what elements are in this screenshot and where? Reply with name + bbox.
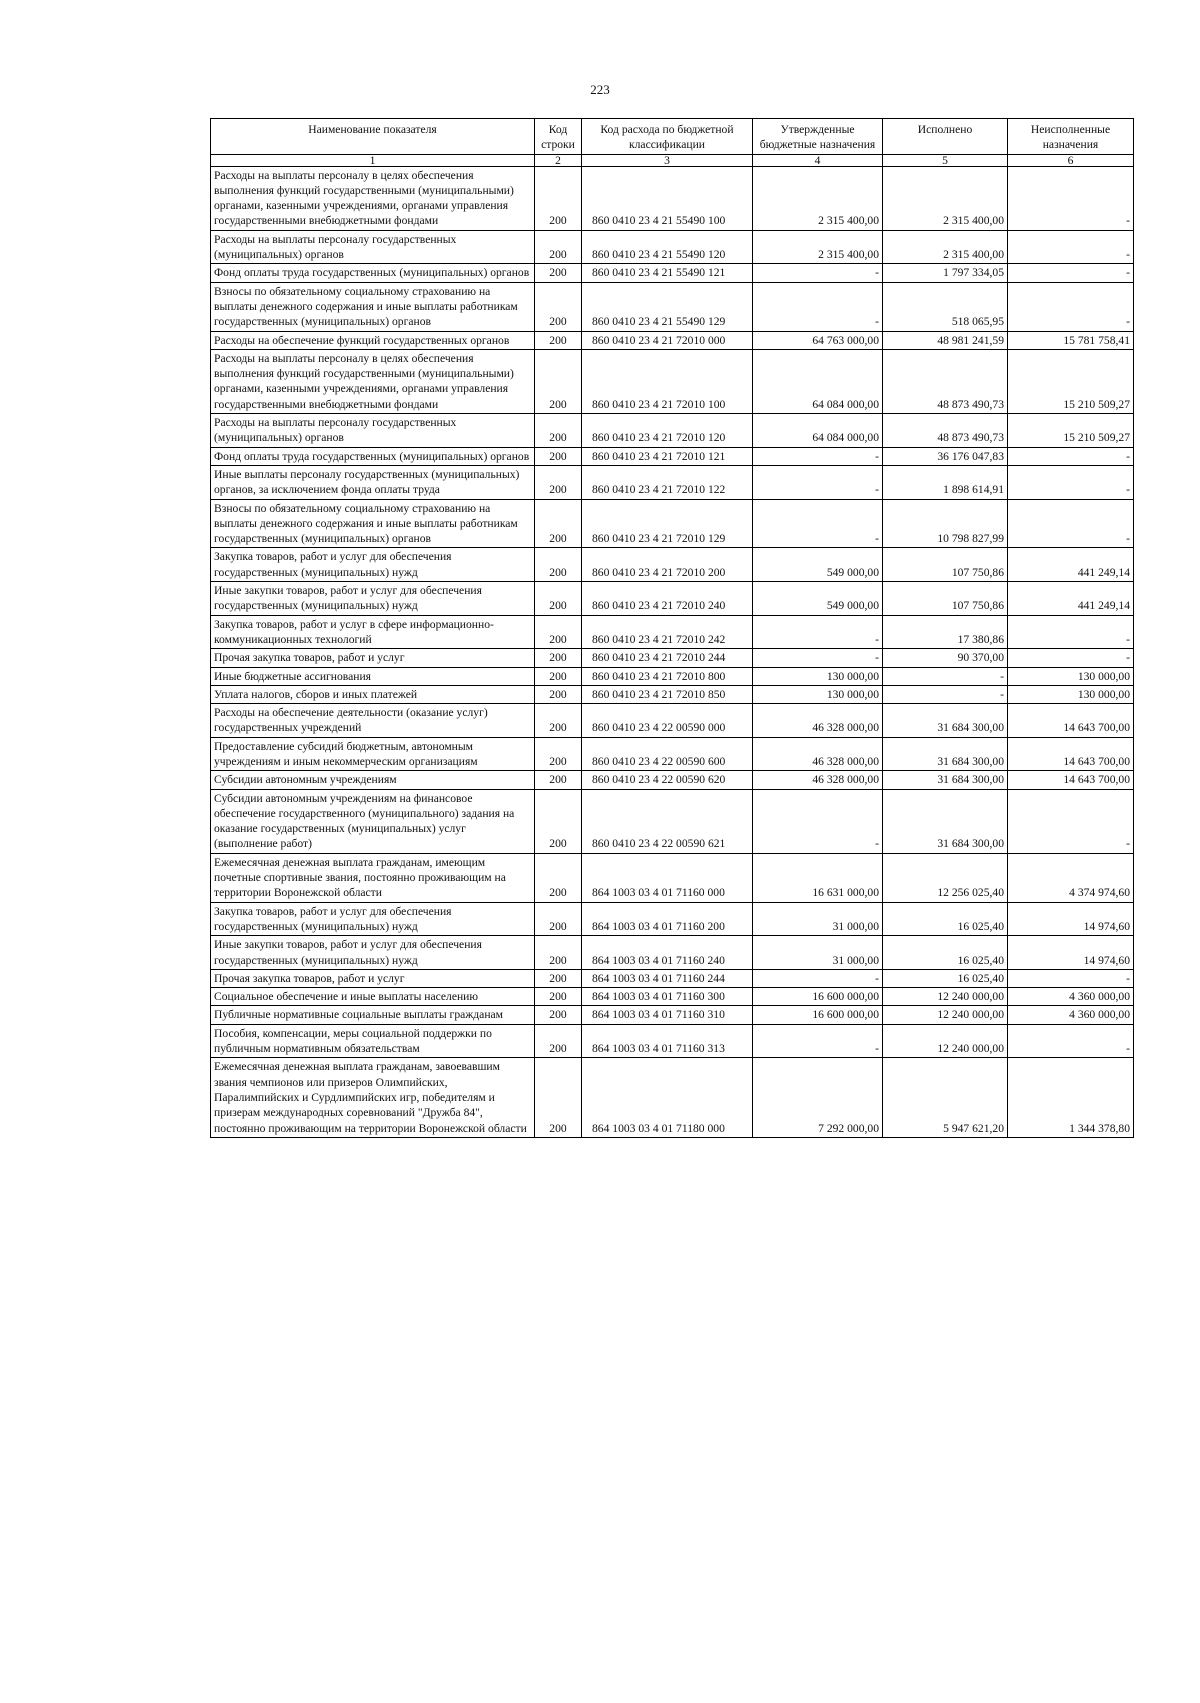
row-code: 200 xyxy=(535,704,582,738)
row-executed: 1 898 614,91 xyxy=(883,465,1008,499)
row-classification-code: 864 1003 03 4 01 71160 310 xyxy=(582,1006,753,1024)
header-classification: Код расхода по бюджетной классификации xyxy=(582,119,753,155)
row-executed: 107 750,86 xyxy=(883,548,1008,582)
row-unexecuted: 14 643 700,00 xyxy=(1008,737,1134,771)
row-unexecuted: 15 210 509,27 xyxy=(1008,349,1134,413)
row-executed: 31 684 300,00 xyxy=(883,771,1008,789)
row-classification-code: 860 0410 23 4 21 72010 000 xyxy=(582,331,753,349)
table-row xyxy=(211,988,1134,1006)
row-approved: 46 328 000,00 xyxy=(753,771,883,789)
row-code: 200 xyxy=(535,548,582,582)
row-code: 200 xyxy=(535,414,582,448)
row-name: Взносы по обязательному социальному страхованию на выплаты денежного содержания и иные выплаты работникам государственных (муниципальных) органов xyxy=(211,282,535,331)
table-row xyxy=(211,667,1134,685)
row-unexecuted: - xyxy=(1008,789,1134,853)
row-code: 200 xyxy=(535,331,582,349)
row-classification-code: 860 0410 23 4 22 00590 000 xyxy=(582,704,753,738)
table-row xyxy=(211,447,1134,465)
row-approved: - xyxy=(753,789,883,853)
row-unexecuted: 4 360 000,00 xyxy=(1008,988,1134,1006)
row-classification-code: 860 0410 23 4 21 72010 120 xyxy=(582,414,753,448)
row-code: 200 xyxy=(535,615,582,649)
column-number: 2 xyxy=(535,154,582,166)
row-code: 200 xyxy=(535,988,582,1006)
row-executed: 12 240 000,00 xyxy=(883,1024,1008,1058)
row-unexecuted: 1 344 378,80 xyxy=(1008,1058,1134,1137)
row-code: 200 xyxy=(535,1024,582,1058)
row-approved: - xyxy=(753,264,883,282)
row-executed: 36 176 047,83 xyxy=(883,447,1008,465)
row-name: Фонд оплаты труда государственных (муниципальных) органов xyxy=(211,447,535,465)
row-classification-code: 860 0410 23 4 22 00590 620 xyxy=(582,771,753,789)
row-name: Расходы на выплаты персоналу государственных (муниципальных) органов xyxy=(211,230,535,264)
row-executed: 107 750,86 xyxy=(883,582,1008,616)
row-approved: 7 292 000,00 xyxy=(753,1058,883,1137)
table-row xyxy=(211,771,1134,789)
row-classification-code: 860 0410 23 4 21 72010 100 xyxy=(582,349,753,413)
column-number: 1 xyxy=(211,154,535,166)
table-row xyxy=(211,166,1134,230)
row-unexecuted: - xyxy=(1008,615,1134,649)
row-code: 200 xyxy=(535,1006,582,1024)
row-name: Иные закупки товаров, работ и услуг для обеспечения государственных (муниципальных) нужд xyxy=(211,936,535,970)
row-approved: - xyxy=(753,282,883,331)
row-executed: 48 981 241,59 xyxy=(883,331,1008,349)
row-code: 200 xyxy=(535,771,582,789)
row-approved: 130 000,00 xyxy=(753,685,883,703)
row-executed: 5 947 621,20 xyxy=(883,1058,1008,1137)
row-unexecuted: - xyxy=(1008,465,1134,499)
row-name: Расходы на выплаты персоналу в целях обеспечения выполнения функций государственными (муниципальными) органами, казенными учреждениями, органами управления государственными внебюджетными фондами xyxy=(211,349,535,413)
row-executed: 12 240 000,00 xyxy=(883,1006,1008,1024)
row-executed: 1 797 334,05 xyxy=(883,264,1008,282)
row-classification-code: 860 0410 23 4 21 72010 122 xyxy=(582,465,753,499)
row-executed: 17 380,86 xyxy=(883,615,1008,649)
row-code: 200 xyxy=(535,465,582,499)
row-unexecuted: - xyxy=(1008,264,1134,282)
table-row xyxy=(211,789,1134,853)
row-name: Социальное обеспечение и иные выплаты населению xyxy=(211,988,535,1006)
table-row xyxy=(211,282,1134,331)
row-code: 200 xyxy=(535,230,582,264)
table-row xyxy=(211,936,1134,970)
row-unexecuted: 441 249,14 xyxy=(1008,548,1134,582)
row-code: 200 xyxy=(535,853,582,902)
row-unexecuted: 130 000,00 xyxy=(1008,667,1134,685)
header-executed: Исполнено xyxy=(883,119,1008,155)
row-name: Уплата налогов, сборов и иных платежей xyxy=(211,685,535,703)
row-unexecuted: - xyxy=(1008,230,1134,264)
row-executed: 2 315 400,00 xyxy=(883,166,1008,230)
column-number-row xyxy=(211,154,1134,166)
table-row xyxy=(211,1006,1134,1024)
row-executed: 90 370,00 xyxy=(883,649,1008,667)
row-approved: 31 000,00 xyxy=(753,902,883,936)
row-unexecuted: 15 210 509,27 xyxy=(1008,414,1134,448)
row-name: Пособия, компенсации, меры социальной поддержки по публичным нормативным обязательствам xyxy=(211,1024,535,1058)
row-executed: 12 256 025,40 xyxy=(883,853,1008,902)
row-classification-code: 864 1003 03 4 01 71160 200 xyxy=(582,902,753,936)
row-unexecuted: - xyxy=(1008,649,1134,667)
row-classification-code: 860 0410 23 4 21 55490 129 xyxy=(582,282,753,331)
row-code: 200 xyxy=(535,582,582,616)
row-name: Расходы на обеспечение деятельности (оказание услуг) государственных учреждений xyxy=(211,704,535,738)
row-name: Прочая закупка товаров, работ и услуг xyxy=(211,649,535,667)
row-approved: 16 600 000,00 xyxy=(753,1006,883,1024)
row-name: Субсидии автономным учреждениям на финансовое обеспечение государственного (муниципального) задания на оказание государственных (муниципальных) услуг (выполнение работ) xyxy=(211,789,535,853)
row-code: 200 xyxy=(535,1058,582,1137)
header-name: Наименование показателя xyxy=(211,119,535,155)
row-approved: 549 000,00 xyxy=(753,582,883,616)
row-classification-code: 864 1003 03 4 01 71160 240 xyxy=(582,936,753,970)
row-executed: 31 684 300,00 xyxy=(883,737,1008,771)
row-unexecuted: 4 360 000,00 xyxy=(1008,1006,1134,1024)
row-name: Расходы на выплаты персоналу в целях обеспечения выполнения функций государственными (муниципальными) органами, казенными учреждениями, органами управления государственными внебюджетными фондами xyxy=(211,166,535,230)
row-name: Расходы на выплаты персоналу государственных (муниципальных) органов xyxy=(211,414,535,448)
row-unexecuted: 14 974,60 xyxy=(1008,936,1134,970)
row-unexecuted: 130 000,00 xyxy=(1008,685,1134,703)
row-name: Публичные нормативные социальные выплаты гражданам xyxy=(211,1006,535,1024)
row-executed: 48 873 490,73 xyxy=(883,414,1008,448)
row-unexecuted: - xyxy=(1008,499,1134,548)
row-code: 200 xyxy=(535,649,582,667)
row-code: 200 xyxy=(535,685,582,703)
table-row xyxy=(211,969,1134,987)
row-classification-code: 860 0410 23 4 21 55490 100 xyxy=(582,166,753,230)
row-name: Ежемесячная денежная выплата гражданам, завоевавшим звания чемпионов или призеров Олимпийских, Паралимпийских и Сурдлимпийских игр, победителям и призерам международных соревнований "Дружба 84", постоянно проживающим на территории Воронежской области xyxy=(211,1058,535,1137)
header-unexecuted: Неисполненные назначения xyxy=(1008,119,1134,155)
row-classification-code: 860 0410 23 4 21 72010 242 xyxy=(582,615,753,649)
row-classification-code: 860 0410 23 4 21 72010 129 xyxy=(582,499,753,548)
column-number: 5 xyxy=(883,154,1008,166)
row-classification-code: 864 1003 03 4 01 71160 300 xyxy=(582,988,753,1006)
row-name: Расходы на обеспечение функций государственных органов xyxy=(211,331,535,349)
row-code: 200 xyxy=(535,969,582,987)
row-name: Прочая закупка товаров, работ и услуг xyxy=(211,969,535,987)
row-executed: 2 315 400,00 xyxy=(883,230,1008,264)
table-row xyxy=(211,230,1134,264)
row-classification-code: 864 1003 03 4 01 71180 000 xyxy=(582,1058,753,1137)
column-number: 4 xyxy=(753,154,883,166)
table-row xyxy=(211,548,1134,582)
row-classification-code: 860 0410 23 4 21 72010 800 xyxy=(582,667,753,685)
row-classification-code: 860 0410 23 4 22 00590 600 xyxy=(582,737,753,771)
budget-expenses-table xyxy=(210,118,1134,1138)
row-name: Предоставление субсидий бюджетным, автономным учреждениям и иным некоммерческим организациям xyxy=(211,737,535,771)
row-unexecuted: - xyxy=(1008,969,1134,987)
table-row xyxy=(211,465,1134,499)
table-row xyxy=(211,414,1134,448)
row-approved: - xyxy=(753,1024,883,1058)
table-row xyxy=(211,264,1134,282)
row-classification-code: 860 0410 23 4 22 00590 621 xyxy=(582,789,753,853)
row-unexecuted: 4 374 974,60 xyxy=(1008,853,1134,902)
row-code: 200 xyxy=(535,789,582,853)
row-unexecuted: 15 781 758,41 xyxy=(1008,331,1134,349)
row-code: 200 xyxy=(535,264,582,282)
row-name: Фонд оплаты труда государственных (муниципальных) органов xyxy=(211,264,535,282)
row-classification-code: 860 0410 23 4 21 55490 121 xyxy=(582,264,753,282)
row-executed: 31 684 300,00 xyxy=(883,789,1008,853)
row-executed: 31 684 300,00 xyxy=(883,704,1008,738)
row-name: Закупка товаров, работ и услуг для обеспечения государственных (муниципальных) нужд xyxy=(211,902,535,936)
row-unexecuted: - xyxy=(1008,447,1134,465)
table-header-row xyxy=(211,119,1134,155)
table-row xyxy=(211,649,1134,667)
row-executed: 10 798 827,99 xyxy=(883,499,1008,548)
row-executed: 518 065,95 xyxy=(883,282,1008,331)
row-unexecuted: 14 643 700,00 xyxy=(1008,771,1134,789)
row-classification-code: 860 0410 23 4 21 72010 850 xyxy=(582,685,753,703)
row-name: Ежемесячная денежная выплата гражданам, имеющим почетные спортивные звания, постоянно проживающим на территории Воронежской области xyxy=(211,853,535,902)
row-approved: - xyxy=(753,649,883,667)
row-name: Закупка товаров, работ и услуг в сфере информационно-коммуникационных технологий xyxy=(211,615,535,649)
row-approved: - xyxy=(753,499,883,548)
row-approved: 64 763 000,00 xyxy=(753,331,883,349)
row-unexecuted: 441 249,14 xyxy=(1008,582,1134,616)
header-approved: Утвержденные бюджетные назначения xyxy=(753,119,883,155)
table-row xyxy=(211,1024,1134,1058)
table-row xyxy=(211,737,1134,771)
row-name: Иные бюджетные ассигнования xyxy=(211,667,535,685)
row-executed: 16 025,40 xyxy=(883,936,1008,970)
table-row xyxy=(211,349,1134,413)
row-unexecuted: - xyxy=(1008,282,1134,331)
row-approved: 64 084 000,00 xyxy=(753,414,883,448)
row-executed: 48 873 490,73 xyxy=(883,349,1008,413)
row-approved: 64 084 000,00 xyxy=(753,349,883,413)
row-classification-code: 864 1003 03 4 01 71160 000 xyxy=(582,853,753,902)
table-row xyxy=(211,685,1134,703)
row-classification-code: 860 0410 23 4 21 72010 121 xyxy=(582,447,753,465)
page-number: 223 xyxy=(590,82,610,97)
row-approved: 46 328 000,00 xyxy=(753,737,883,771)
row-code: 200 xyxy=(535,902,582,936)
table-row xyxy=(211,331,1134,349)
row-approved: 16 631 000,00 xyxy=(753,853,883,902)
row-unexecuted: 14 643 700,00 xyxy=(1008,704,1134,738)
row-classification-code: 860 0410 23 4 21 72010 244 xyxy=(582,649,753,667)
table-row xyxy=(211,615,1134,649)
row-code: 200 xyxy=(535,667,582,685)
row-code: 200 xyxy=(535,282,582,331)
row-executed: 12 240 000,00 xyxy=(883,988,1008,1006)
row-approved: - xyxy=(753,447,883,465)
row-approved: 130 000,00 xyxy=(753,667,883,685)
table-row xyxy=(211,582,1134,616)
row-code: 200 xyxy=(535,166,582,230)
row-code: 200 xyxy=(535,737,582,771)
row-executed: 16 025,40 xyxy=(883,969,1008,987)
row-name: Иные выплаты персоналу государственных (муниципальных) органов, за исключением фонда оплаты труда xyxy=(211,465,535,499)
table-row xyxy=(211,499,1134,548)
row-code: 200 xyxy=(535,936,582,970)
row-approved: - xyxy=(753,969,883,987)
table-row xyxy=(211,704,1134,738)
row-code: 200 xyxy=(535,499,582,548)
row-classification-code: 860 0410 23 4 21 72010 200 xyxy=(582,548,753,582)
row-classification-code: 864 1003 03 4 01 71160 313 xyxy=(582,1024,753,1058)
column-number: 3 xyxy=(582,154,753,166)
row-executed: - xyxy=(883,667,1008,685)
row-code: 200 xyxy=(535,447,582,465)
header-code: Код строки xyxy=(535,119,582,155)
row-approved: - xyxy=(753,615,883,649)
row-name: Субсидии автономным учреждениям xyxy=(211,771,535,789)
row-classification-code: 864 1003 03 4 01 71160 244 xyxy=(582,969,753,987)
row-code: 200 xyxy=(535,349,582,413)
row-name: Иные закупки товаров, работ и услуг для обеспечения государственных (муниципальных) нужд xyxy=(211,582,535,616)
row-approved: 31 000,00 xyxy=(753,936,883,970)
column-number: 6 xyxy=(1008,154,1134,166)
table-row xyxy=(211,902,1134,936)
row-name: Взносы по обязательному социальному страхованию на выплаты денежного содержания и иные выплаты работникам государственных (муниципальных) органов xyxy=(211,499,535,548)
row-unexecuted: - xyxy=(1008,166,1134,230)
row-unexecuted: - xyxy=(1008,1024,1134,1058)
row-name: Закупка товаров, работ и услуг для обеспечения государственных (муниципальных) нужд xyxy=(211,548,535,582)
row-approved: - xyxy=(753,465,883,499)
row-approved: 16 600 000,00 xyxy=(753,988,883,1006)
row-approved: 2 315 400,00 xyxy=(753,166,883,230)
row-approved: 2 315 400,00 xyxy=(753,230,883,264)
table-row xyxy=(211,853,1134,902)
row-executed: 16 025,40 xyxy=(883,902,1008,936)
row-approved: 46 328 000,00 xyxy=(753,704,883,738)
row-unexecuted: 14 974,60 xyxy=(1008,902,1134,936)
row-executed: - xyxy=(883,685,1008,703)
row-classification-code: 860 0410 23 4 21 72010 240 xyxy=(582,582,753,616)
table-row xyxy=(211,1058,1134,1137)
row-approved: 549 000,00 xyxy=(753,548,883,582)
row-classification-code: 860 0410 23 4 21 55490 120 xyxy=(582,230,753,264)
